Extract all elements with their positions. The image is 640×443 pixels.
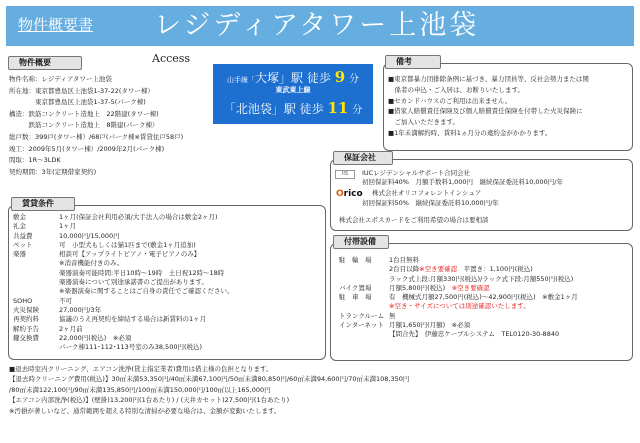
bottom-line: 【エアコン内部洗浄(税込)】(壁掛)13,200円(1台あたり) / (天井カセット)27,500円(1台あたり) bbox=[9, 396, 290, 405]
access-label: Access bbox=[152, 52, 191, 65]
fuzoku-table bbox=[339, 256, 578, 340]
biko-lines bbox=[388, 74, 589, 139]
chintai-value: 楽器演奏について別途承諾書のご提出があります。 bbox=[59, 278, 208, 287]
chintai-table bbox=[13, 213, 233, 352]
fuzoku-row bbox=[339, 284, 578, 293]
chintai-row bbox=[13, 269, 233, 278]
fuzoku-key: 駐 輪 場 bbox=[339, 256, 372, 264]
chintai-value: 27,000円/3年 bbox=[59, 305, 102, 314]
chintai-key: SOHO bbox=[13, 296, 33, 305]
doc-type-label: 物件概要書 bbox=[18, 16, 94, 34]
chintai-row bbox=[13, 232, 233, 241]
chintai-row bbox=[13, 325, 233, 334]
chintai-key: 共益費 bbox=[13, 231, 33, 240]
fuzoku-value: 【問合先】 伊藤忠ケーブルシステム TEL0120-30-8840 bbox=[389, 330, 560, 339]
fuzoku-value: 有 機械式月額27,500円(税込)～42,900円(税込) ※敷金1ヶ月 bbox=[389, 293, 578, 302]
fuzoku-key: バイク置場 bbox=[339, 283, 372, 292]
bottom-line: /80㎡未満122,100円/90㎡未満135,850円/100㎡未満150,000円/100㎡以上165,000円 bbox=[9, 385, 271, 394]
gaiyo-heading: 物件概要 bbox=[8, 56, 82, 70]
bottom-notes bbox=[9, 364, 409, 416]
iis-logo: IIS bbox=[335, 169, 355, 179]
fuzoku-key bbox=[339, 330, 389, 339]
fuzoku-heading: 付帯設備 bbox=[333, 235, 389, 249]
chintai-value: 1ヶ月 bbox=[59, 222, 77, 231]
access-box bbox=[213, 64, 373, 124]
access-station-otsuka: 大塚 bbox=[255, 71, 280, 85]
access-line3-mid: 」駅 徒歩 bbox=[271, 102, 324, 116]
chintai-key: 鍵交換費 bbox=[13, 333, 39, 342]
hosho-company2: 株式会社オリコフォレントインシュア bbox=[372, 189, 482, 197]
bottom-line: ※汚損が著しいなど、通常範囲を超える特別な清掃が必要な場合は、金額が変動いたします。 bbox=[9, 406, 281, 415]
biko-line: ■借家人賠償責任保険及び個人賠償責任保険を付帯した火災保険に bbox=[388, 107, 583, 116]
access-station-kitaikebukuro: 北池袋 bbox=[235, 102, 272, 116]
chintai-key: 敷金 bbox=[13, 213, 26, 221]
fuzoku-key bbox=[339, 302, 389, 311]
chintai-row bbox=[13, 213, 233, 222]
gaiyo-lines bbox=[9, 74, 183, 178]
access-minutes-kitaikebukuro: 11 bbox=[327, 99, 349, 117]
chintai-value: 可 小型犬もしくは猫1匹まで(敷金1ヶ月追加) bbox=[59, 240, 196, 249]
access-unit-2: 分 bbox=[352, 105, 363, 116]
fuzoku-row bbox=[339, 321, 578, 330]
chintai-value: 2ヶ月前 bbox=[59, 324, 83, 333]
chintai-row bbox=[13, 250, 233, 259]
fuzoku-warning: ※空き要確認 bbox=[419, 265, 458, 274]
chintai-value: 10,000円/15,000円 bbox=[59, 231, 120, 240]
fuzoku-row bbox=[339, 256, 578, 265]
orico-logo: Orico bbox=[336, 189, 363, 199]
chintai-key bbox=[13, 278, 59, 287]
chintai-row bbox=[13, 306, 233, 315]
biko-heading: 備考 bbox=[385, 55, 441, 69]
fuzoku-row bbox=[339, 265, 578, 274]
biko-line: 係者の申込・ご入居は、お断りいたします。 bbox=[388, 85, 524, 94]
gaiyo-line: 鉄筋コンクリート造地上 8階建(パーク棟） bbox=[9, 121, 159, 130]
gaiyo-line: 構造：鉄筋コンクリート造地上 22階建(タワー棟) bbox=[9, 109, 159, 118]
chintai-key bbox=[13, 343, 59, 352]
chintai-key: 礼金 bbox=[13, 222, 26, 231]
access-tobu-line: 東武東上線 bbox=[275, 85, 311, 94]
chintai-key bbox=[13, 259, 59, 268]
chintai-value: パーク棟111･112･113号室のみ38,500円(税込) bbox=[59, 343, 203, 352]
gaiyo-line: 竣工：2009年5月(タワー棟）/2009年2月(パーク棟) bbox=[9, 144, 165, 153]
fuzoku-row bbox=[339, 312, 578, 321]
hosho-note: 株式会社エポスカードをご利用希望の場合は要相談 bbox=[339, 216, 489, 224]
chintai-value: ※楽器演奏に関することはご自身の責任でご確認ください。 bbox=[59, 287, 234, 296]
chintai-key: 解約予告 bbox=[13, 324, 39, 333]
biko-line: ■東京都暴力団排除条例に基づき、暴力団員等、反社会勢力または関 bbox=[388, 75, 589, 83]
chintai-value: ※消音機能付きのみ。 bbox=[59, 259, 124, 268]
access-minutes-otsuka: 9 bbox=[334, 68, 346, 86]
chintai-heading: 賃貸条件 bbox=[11, 197, 75, 211]
fuzoku-key bbox=[339, 275, 389, 284]
hosho-company2-fee: 初回保証料50% 継続保証委託料10,000円/年 bbox=[362, 199, 499, 207]
chintai-key: 楽器 bbox=[13, 250, 26, 259]
chintai-row bbox=[13, 241, 233, 250]
access-line1-mid: 」駅 徒歩 bbox=[279, 71, 331, 85]
hosho-heading: 保証会社 bbox=[333, 151, 393, 165]
chintai-key bbox=[13, 287, 59, 296]
chintai-row bbox=[13, 259, 233, 268]
header-banner bbox=[6, 6, 634, 46]
gaiyo-line: 東京都豊島区上池袋1-37-5(パーク棟) bbox=[9, 98, 146, 107]
fuzoku-warning: ※空き要確認 bbox=[451, 283, 490, 292]
fuzoku-row bbox=[339, 302, 578, 311]
access-line3-prefix: 「 bbox=[223, 102, 236, 116]
bottom-line: 【退去時クリーニング費用(税込)】30㎡未満53,350円/40㎡未満67,100円/50㎡未満80,850円/60㎡未満94,600円/70㎡未満108,350円 bbox=[9, 375, 410, 384]
fuzoku-key bbox=[339, 265, 389, 274]
fuzoku-value: 2台目以降※空き要確認 平置き：1,100円(税込) bbox=[389, 265, 533, 274]
fuzoku-key: 駐 車 場 bbox=[339, 293, 372, 302]
chintai-key: 再契約料 bbox=[13, 315, 39, 324]
fuzoku-value: 月額1,650円(月額) ※必須 bbox=[389, 321, 471, 330]
biko-line: ■1年未満解約時、賃料1ヵ月分の違約金がかかります。 bbox=[388, 128, 552, 137]
hosho-company1: IUCレジデンシャルサポート合同会社 bbox=[362, 169, 471, 177]
gaiyo-line: 間取：1R～3LDK bbox=[9, 156, 61, 165]
fuzoku-value: 無 bbox=[389, 311, 396, 320]
bottom-line: ■退去時室内クリーニング、エアコン洗浄(貸主指定業者)費用は借主様の負担となります。 bbox=[9, 365, 273, 373]
fuzoku-warning: ※空き・サイズについては別途確認いたします。 bbox=[389, 302, 530, 311]
chintai-row bbox=[13, 315, 233, 324]
fuzoku-value bbox=[389, 302, 578, 311]
biko-line: ■セカンドハウスのご利用は出来ません。 bbox=[388, 96, 512, 105]
fuzoku-value: 1台目無料 bbox=[389, 256, 420, 264]
gaiyo-line: 総戸数：399戸(タワー棟）/68戸(パーク棟※賃貸住戸58戸) bbox=[9, 132, 184, 141]
gaiyo-line: 契約期間：3年(定期借家契約) bbox=[9, 167, 97, 176]
chintai-value: 楽器演奏可能時間:平日10時～19時 土日祝12時～18時 bbox=[59, 268, 225, 277]
chintai-value: 相談可【アップライトピアノ・電子ピアノのみ】 bbox=[59, 250, 201, 259]
chintai-row bbox=[13, 343, 233, 352]
fuzoku-value: 月額5,800円(税込) ※空き要確認 bbox=[389, 283, 490, 292]
chintai-row bbox=[13, 334, 233, 343]
access-unit-1: 分 bbox=[348, 74, 359, 85]
chintai-row bbox=[13, 278, 233, 287]
fuzoku-row bbox=[339, 330, 578, 339]
fuzoku-key: トランクルーム bbox=[339, 311, 385, 320]
chintai-value: 1ヶ月(保証会社利用必須/大手法人の場合は敷金2ヶ月) bbox=[59, 213, 218, 221]
chintai-row bbox=[13, 297, 233, 306]
gaiyo-line: 物件名称：レジディアタワー上池袋 bbox=[9, 75, 112, 83]
fuzoku-key: インターネット bbox=[339, 321, 384, 330]
chintai-row bbox=[13, 287, 233, 296]
fuzoku-value: ラック式上段:月額330円(税込)/ラック式下段:月額550円(税込) bbox=[389, 274, 574, 283]
chintai-key: ペット bbox=[13, 240, 33, 249]
gaiyo-line: 所在地：東京都豊島区上池袋1-37-22(タワー棟） bbox=[9, 86, 154, 95]
access-line1-prefix: 山手線「 bbox=[227, 76, 256, 84]
chintai-key bbox=[13, 269, 59, 278]
chintai-key: 火災保険 bbox=[13, 305, 39, 314]
fuzoku-row bbox=[339, 275, 578, 284]
hosho-company1-fee: 初回保証料40% 月額手数料1,000円 継続保証委託料10,000円/年 bbox=[362, 178, 563, 186]
chintai-row bbox=[13, 222, 233, 231]
biko-line: ご加入いただきます。 bbox=[388, 118, 459, 127]
chintai-value: 22,000円(税込) ※必須 bbox=[59, 333, 132, 342]
property-title: レジディアタワー上池袋 bbox=[154, 10, 480, 41]
chintai-value: 協議のうえ再契約を締結する場合は新賃料の1ヶ月 bbox=[59, 315, 207, 324]
chintai-value: 不可 bbox=[59, 296, 72, 305]
